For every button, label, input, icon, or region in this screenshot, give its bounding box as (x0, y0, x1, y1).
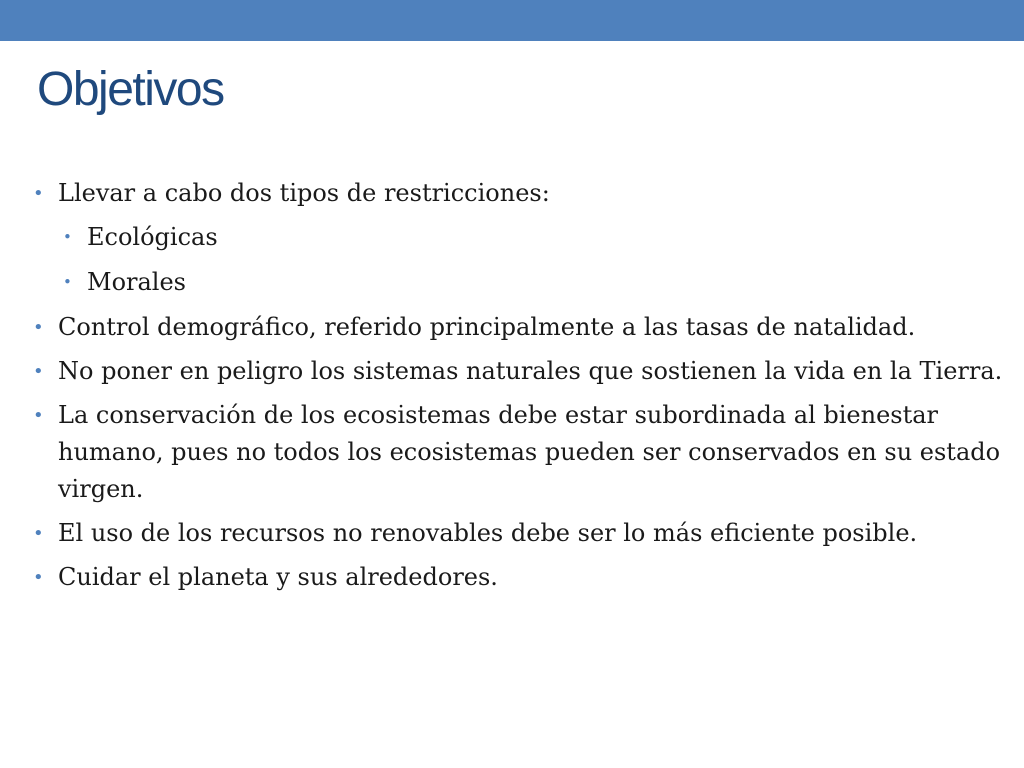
bullet-icon: • (33, 361, 44, 382)
sub-bullet-item-morales (63, 264, 1003, 301)
bullet-item-control-demografico (33, 309, 1003, 346)
top-accent-bar (0, 0, 1024, 41)
bullet-item-cuidar-planeta (33, 559, 1003, 596)
bullet-text: Cuidar el planeta y sus alrededores. (58, 563, 498, 591)
bullet-item-recursos (33, 515, 1003, 552)
bullet-text: Llevar a cabo dos tipos de restricciones: (58, 179, 550, 207)
sub-bullet-item-ecologicas (63, 219, 1003, 256)
bullet-text: Ecológicas (87, 223, 218, 251)
bullet-icon: • (33, 405, 44, 426)
bullet-text: La conservación de los ecosistemas debe estar subordinada al bienestar humano, pues no todos los ecosistemas pueden ser conservados en su estado virgen. (58, 401, 1001, 503)
bullet-icon: • (33, 567, 44, 588)
bullet-icon: • (33, 317, 44, 338)
slide-content (33, 175, 1003, 603)
bullet-icon: • (33, 183, 44, 204)
bullet-item-sistemas-naturales (33, 353, 1003, 390)
bullet-icon: • (33, 523, 44, 544)
bullet-list (33, 175, 1003, 596)
bullet-icon: • (63, 228, 72, 246)
bullet-text: Control demográfico, referido principalmente a las tasas de natalidad. (58, 313, 916, 341)
bullet-text: No poner en peligro los sistemas naturales que sostienen la vida en la Tierra. (58, 357, 1003, 385)
bullet-item-restricciones (33, 175, 1003, 212)
slide-title: Objetivos (37, 63, 224, 116)
bullet-text: Morales (87, 268, 186, 296)
bullet-text: El uso de los recursos no renovables debe ser lo más eficiente posible. (58, 519, 918, 547)
bullet-item-conservacion (33, 397, 1003, 508)
bullet-icon: • (63, 273, 72, 291)
